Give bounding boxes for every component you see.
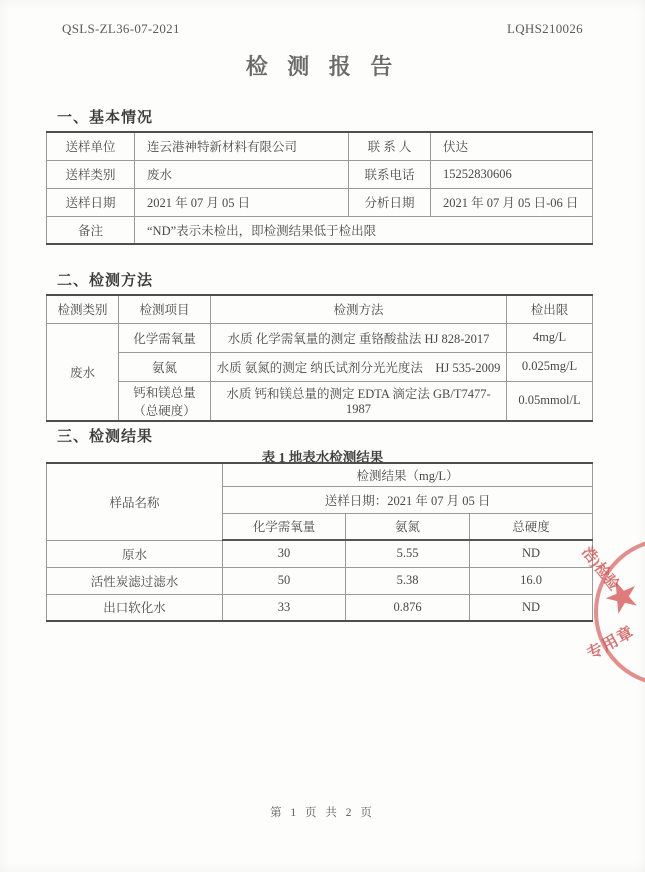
- limit-cell: 4mg/L: [507, 323, 593, 352]
- seal-text-fragment-bottom: 专用章: [584, 623, 638, 664]
- document-code-left: QSLS-ZL36-07-2021: [62, 21, 180, 36]
- result-cell: ND: [470, 540, 593, 567]
- item-cell: 钙和镁总量（总硬度）: [119, 381, 211, 421]
- category-cell: 废水: [47, 323, 119, 421]
- section-heading-results: 三、检测结果: [57, 429, 154, 445]
- sampling-date-header: 送样日期：2021 年 07 月 05 日: [223, 486, 593, 513]
- basic-value-cell: 2021 年 07 月 05 日: [135, 188, 349, 216]
- method-cell: 水质 钙和镁总量的测定 EDTA 滴定法 GB/T7477-1987: [211, 381, 507, 421]
- basic-label-cell: 分析日期: [349, 188, 431, 216]
- sample-name-header: 样品名称: [47, 463, 223, 540]
- seal-text-fragment-top: 浩)检验: [578, 544, 622, 594]
- result-cell: 5.38: [346, 567, 470, 594]
- section-heading-methods: 二、检测方法: [57, 273, 154, 289]
- table-row: [47, 160, 593, 188]
- table-row: [47, 540, 593, 567]
- sample-name-cell: 活性炭滤过滤水: [47, 567, 223, 594]
- remark-value-cell: “ND”表示未检出，即检测结果低于检出限: [135, 216, 593, 244]
- page-number-indicator: 第 1 页 共 2 页: [270, 807, 375, 819]
- param-header: 氨氮: [346, 513, 470, 540]
- basic-info-table: [46, 131, 593, 245]
- result-cell: 50: [223, 567, 346, 594]
- basic-value-cell: 2021 年 07 月 05 日-06 日: [431, 188, 593, 216]
- table-row: [47, 132, 593, 160]
- result-cell: 0.876: [346, 594, 470, 621]
- result-cell: 33: [223, 594, 346, 621]
- result-cell: 5.55: [346, 540, 470, 567]
- results-table: [46, 462, 593, 622]
- basic-label-cell: 联 系 人: [349, 132, 431, 160]
- result-cell: ND: [470, 594, 593, 621]
- sample-name-cell: 出口软化水: [47, 594, 223, 621]
- limit-cell: 0.025mg/L: [507, 352, 593, 381]
- method-cell: 水质 氨氮的测定 纳氏试剂分光光度法 HJ 535-2009: [211, 352, 507, 381]
- table-row: [47, 188, 593, 216]
- red-seal-stamp: [553, 518, 645, 708]
- param-header: 总硬度: [470, 513, 593, 540]
- method-cell: 水质 化学需氧量的测定 重铬酸盐法 HJ 828-2017: [211, 323, 507, 352]
- methods-table: [46, 294, 593, 422]
- results-table-title: 表 1 地表水检测结果: [261, 450, 384, 465]
- result-cell: 16.0: [470, 567, 593, 594]
- basic-value-cell: 伏达: [431, 132, 593, 160]
- column-header: 检测类别: [47, 295, 119, 323]
- result-group-header: 检测结果（mg/L）: [223, 463, 593, 486]
- basic-value-cell: 连云港神特新材料有限公司: [135, 132, 349, 160]
- column-header: 检测方法: [211, 295, 507, 323]
- item-cell: 氨氮: [119, 352, 211, 381]
- basic-label-cell: 送样日期: [47, 188, 135, 216]
- param-header: 化学需氧量: [223, 513, 346, 540]
- page-title: 检 测 报 告: [245, 54, 400, 79]
- table-row: [47, 216, 593, 244]
- table-row: [47, 352, 593, 381]
- basic-value-cell: 15252830606: [431, 160, 593, 188]
- basic-label-cell: 送样类别: [47, 160, 135, 188]
- basic-label-cell: 送样单位: [47, 132, 135, 160]
- table-row: [47, 567, 593, 594]
- limit-cell: 0.05mmol/L: [507, 381, 593, 421]
- table-row: [47, 323, 593, 352]
- table-row: [47, 594, 593, 621]
- table-header-row: [47, 463, 593, 486]
- basic-label-cell: 联系电话: [349, 160, 431, 188]
- document-code-right: LQHS210026: [507, 21, 583, 36]
- remark-label-cell: 备注: [47, 216, 135, 244]
- table-row: [47, 381, 593, 421]
- basic-value-cell: 废水: [135, 160, 349, 188]
- table-header-row: [47, 295, 593, 323]
- sample-name-cell: 原水: [47, 540, 223, 567]
- column-header: 检测项目: [119, 295, 211, 323]
- section-heading-basic-info: 一、基本情况: [57, 110, 154, 126]
- item-cell: 化学需氧量: [119, 323, 211, 352]
- column-header: 检出限: [507, 295, 593, 323]
- result-cell: 30: [223, 540, 346, 567]
